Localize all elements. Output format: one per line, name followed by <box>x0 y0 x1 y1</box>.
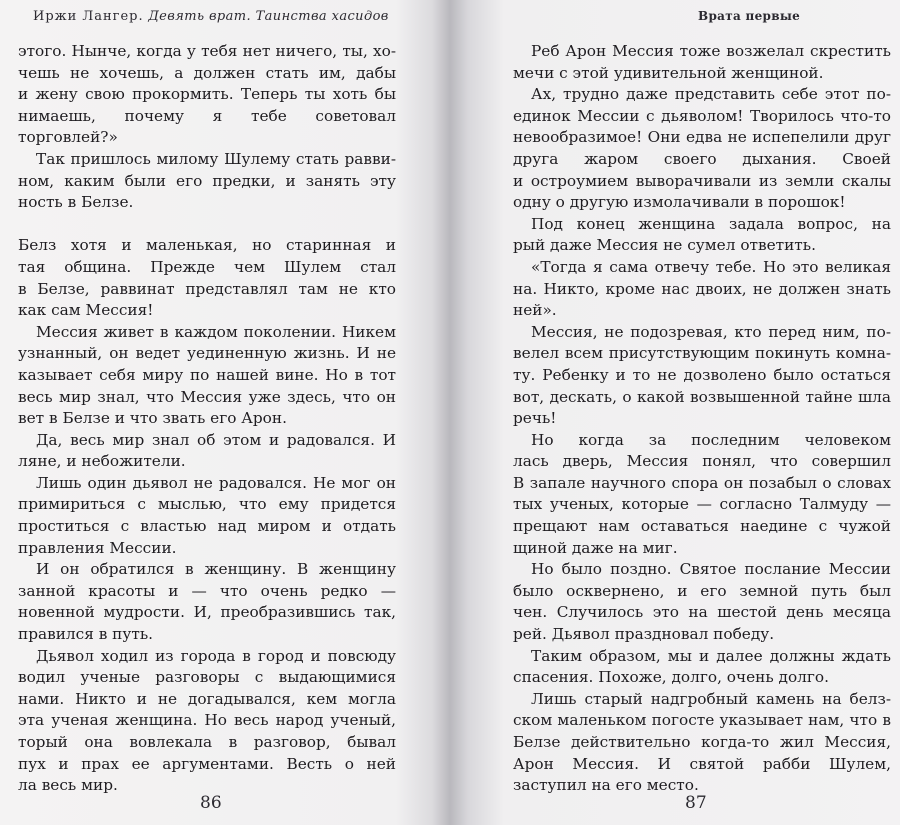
text-line: В запале научного спора он позабыл о словах <box>513 473 891 492</box>
text-line: Да, весь мир знал об этом и радовался. И <box>36 430 396 449</box>
text-line: эта ученая женщина. Но весь народ ученый, <box>18 711 396 730</box>
text-line: прещают нам оставаться наедине с чужой <box>513 517 891 536</box>
text-line: речь! <box>513 409 557 428</box>
running-header-right: Врата первые <box>698 9 801 23</box>
text-line: пух и прах ее аргументами. Весть о ней <box>18 754 396 773</box>
text-line: ту. Ребенку и то не дозволено было остаться <box>513 365 891 384</box>
right-page <box>450 0 900 825</box>
text-line: Лишь старый надгробный камень на белз- <box>531 689 891 708</box>
text-line: примириться с мыслью, что ему придется <box>18 495 396 514</box>
text-line: Дьявол ходил из города в город и повсюду <box>36 646 396 665</box>
text-line: как сам Мессия! <box>18 301 154 320</box>
text-line: правился в путь. <box>18 625 154 644</box>
header-author: Иржи Лангер. <box>33 9 144 24</box>
text-line: этого. Нынче, когда у тебя нет ничего, ты, хо- <box>18 42 396 60</box>
header-book-title: Девять врат. Таинства хасидов <box>148 9 389 24</box>
text-line: Под конец женщина задала вопрос, на <box>531 214 891 233</box>
text-line: Мессия живет в каждом поколении. Никем <box>36 322 396 341</box>
text-line: Белз хотя и маленькая, но старинная и <box>18 236 396 255</box>
text-line: велел всем присутствующим покинуть комна- <box>513 344 891 363</box>
text-line: узнанный, он ведет уединенную жизнь. И не <box>18 344 396 363</box>
text-line: невообразимое! Они едва не испепелили друг <box>513 128 891 147</box>
text-line: И он обратился в женщину. В женщину <box>36 560 396 579</box>
text-line: тая община. Прежде чем Шулем стал <box>18 257 396 276</box>
page-number-left: 86 <box>200 793 222 813</box>
text-line: ней». <box>513 301 557 320</box>
text-line: и остроумием выворачивали из земли скалы <box>513 171 891 190</box>
text-line: правления Мессии. <box>18 538 177 557</box>
text-line: Ах, трудно даже представить себе этот по- <box>531 85 891 104</box>
text-line: чен. Случилось это на шестой день месяца <box>513 603 891 622</box>
text-line: Белзе действительно когда-то жил Мессия, <box>513 733 891 751</box>
text-line: лась дверь, Мессия понял, что совершил <box>513 452 891 471</box>
text-line: проститься с властью над миром и отдать <box>18 517 396 536</box>
text-line: было осквернено, и его земной путь был <box>513 581 891 600</box>
text-line: казывает себя миру по нашей вине. Но в тот <box>18 365 396 384</box>
text-line: ность в Белзе. <box>18 193 134 212</box>
text-line: Реб Арон Мессия тоже возжелал скрестить <box>531 42 891 60</box>
text-line: на. Никто, кроме нас двоих, не должен знать <box>513 279 891 298</box>
text-line: ном, каким были его предки, и занять эту <box>18 171 396 190</box>
text-line: рей. Дьявол праздновал победу. <box>513 625 775 644</box>
text-line: вот, дескать, о какой возвышенной тайне шла <box>513 387 891 406</box>
text-line: щиной даже на миг. <box>513 538 678 557</box>
text-line: заступил на его место. <box>513 776 699 795</box>
text-line: одну о другую измолачивали в порошок! <box>513 193 846 212</box>
text-line: вет в Белзе и что звать его Арон. <box>18 409 287 428</box>
text-line: ляне, и небожители. <box>18 452 186 471</box>
text-line: нами. Никто и не догадывался, кем могла <box>18 689 396 708</box>
text-line: водил ученые разговоры с выдающимися <box>18 668 396 687</box>
right-page-text <box>513 41 891 797</box>
text-line: друга жаром своего дыхания. Своей <box>513 149 891 168</box>
page-number-right: 87 <box>685 793 707 813</box>
text-line: и жену свою прокормить. Теперь ты хоть бы <box>18 85 396 104</box>
text-line: «Тогда я сама отвечу тебе. Но это великая <box>531 257 891 276</box>
left-page-text <box>18 41 396 797</box>
text-line: Но было поздно. Святое послание Мессии <box>531 560 891 579</box>
text-line: Так пришлось милому Шулему стать равви- <box>36 149 396 168</box>
text-line: Мессия, не подозревая, кто перед ним, по- <box>531 322 891 341</box>
text-line: Таким образом, мы и далее должны ждать <box>531 646 891 665</box>
paragraph-gap <box>18 214 396 236</box>
text-line: спасения. Похоже, долго, очень долго. <box>513 668 829 687</box>
text-line: мечи с этой удивительной женщиной. <box>513 63 824 82</box>
text-line: Арон Мессия. И святой рабби Шулем, <box>513 754 891 773</box>
text-line: весь мир знал, что Мессия уже здесь, что он <box>18 387 396 406</box>
text-line: Но когда за последним человеком <box>531 430 891 449</box>
text-line: новенной мудрости. И, преобразившись так, <box>18 603 396 622</box>
text-line: занной красоты и — что очень редко — <box>18 581 396 600</box>
text-line: чешь не хочешь, а должен стать им, дабы <box>18 63 396 82</box>
running-header-left <box>33 9 389 24</box>
text-line: торый она вовлекала в разговор, бывал <box>18 733 396 751</box>
text-line: ла весь мир. <box>18 776 118 795</box>
text-line: ском маленьком погосте указывает нам, что в <box>513 711 891 730</box>
text-line: нимаешь, почему я тебе советовал <box>18 106 396 125</box>
text-line: рый даже Мессия не сумел ответить. <box>513 236 816 255</box>
text-line: единок Мессии с дьяволом! Творилось что-то <box>513 106 891 125</box>
text-line: Лишь один дьявол не радовался. Не мог он <box>36 473 396 492</box>
text-line: торговлей?» <box>18 128 118 147</box>
text-line: в Белзе, раввинат представлял там не кто <box>18 279 396 298</box>
text-line: тых ученых, которые — согласно Талмуду — <box>513 495 891 514</box>
